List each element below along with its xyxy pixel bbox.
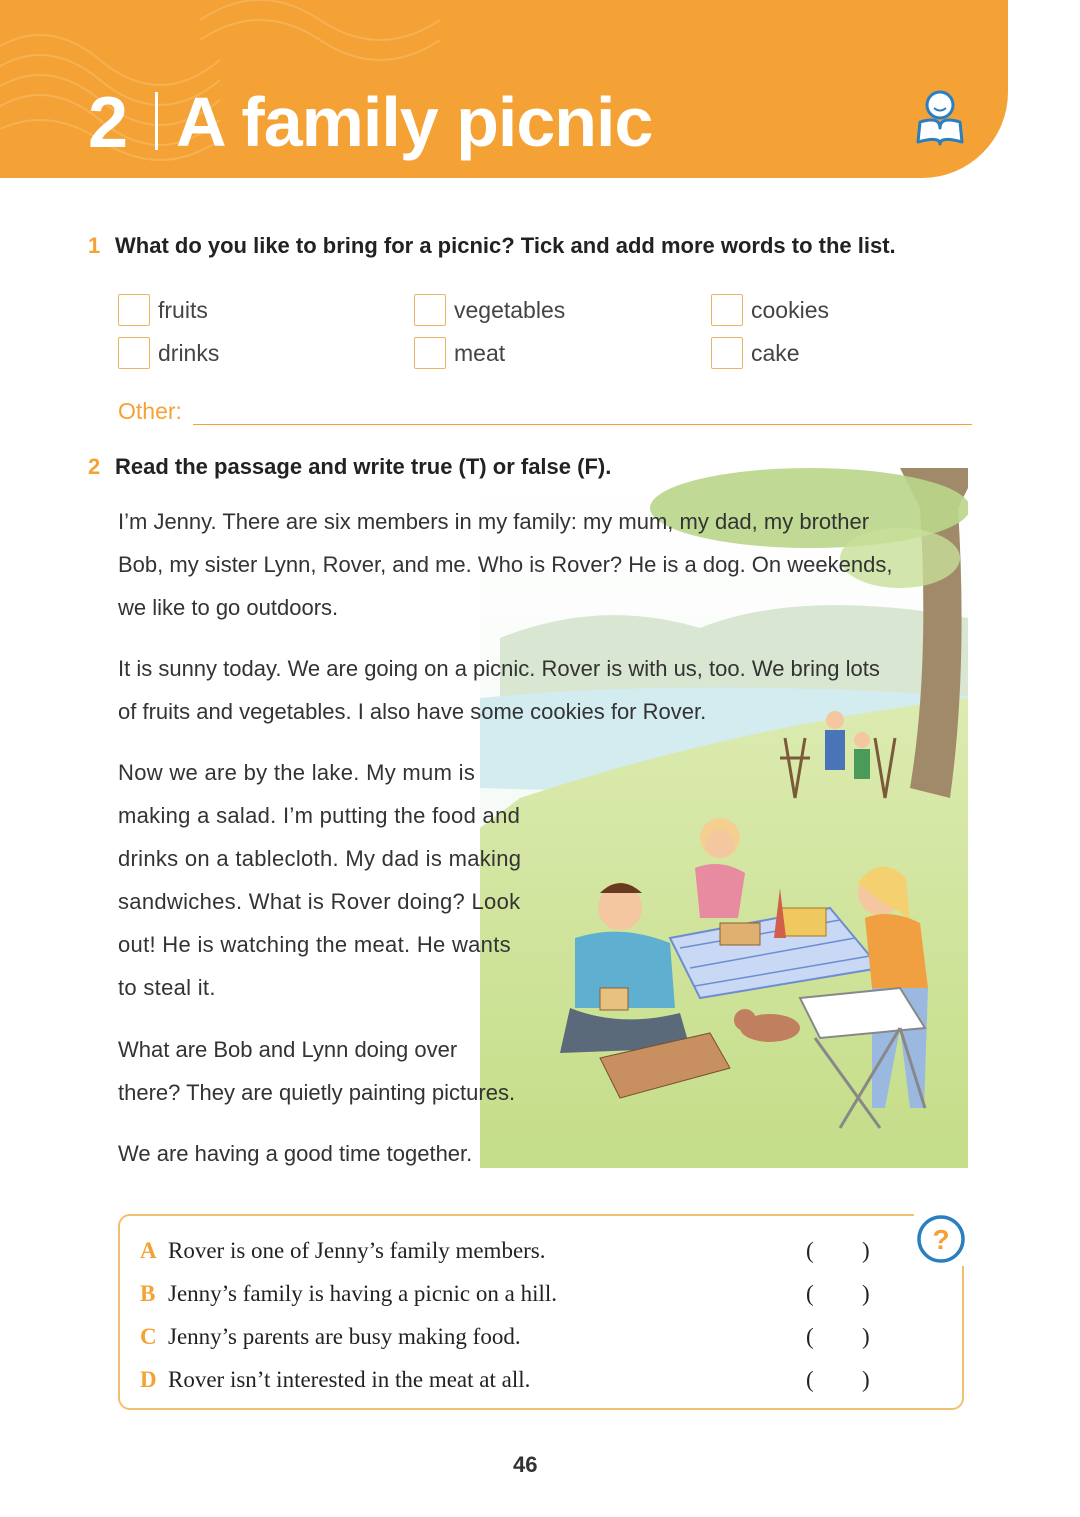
- passage-line: We are having a good time together.: [118, 1141, 473, 1166]
- true-false-box: [118, 1214, 964, 1410]
- answer-paren-open[interactable]: (: [806, 1238, 814, 1263]
- question-mark-icon: [914, 1212, 968, 1266]
- question-text: Jenny’s family is having a picnic on a hill.: [168, 1281, 558, 1306]
- passage-line: making a salad. I’m putting the food and: [118, 803, 521, 828]
- reading-icon: [912, 88, 968, 146]
- passage-line: there? They are quietly painting pictures.: [118, 1080, 516, 1105]
- tick-box[interactable]: [118, 294, 150, 326]
- passage-line: sandwiches. What is Rover doing? Look: [118, 889, 521, 914]
- passage-line: It is sunny today. We are going on a picnic. Rover is with us, too. We bring lots: [118, 656, 880, 681]
- tick-box[interactable]: [414, 294, 446, 326]
- question-b: [140, 1281, 557, 1307]
- question-a: [140, 1238, 546, 1264]
- tick-box[interactable]: [711, 337, 743, 369]
- passage-line: I’m Jenny. There are six members in my family: my mum, my dad, my brother: [118, 509, 870, 534]
- question-text: Rover isn’t interested in the meat at all.: [168, 1367, 531, 1392]
- title-divider: [155, 92, 158, 150]
- answer-paren-open[interactable]: (: [806, 1281, 814, 1306]
- section-2-number: 2: [88, 454, 101, 479]
- question-text: Rover is one of Jenny’s family members.: [168, 1238, 546, 1263]
- section-1-instruction: What do you like to bring for a picnic? Tick and add more words to the list.: [115, 233, 896, 258]
- other-write-line[interactable]: [193, 424, 972, 425]
- answer-paren-open[interactable]: (: [806, 1324, 814, 1349]
- tick-box[interactable]: [118, 337, 150, 369]
- tick-box[interactable]: [414, 337, 446, 369]
- question-d: [140, 1367, 530, 1393]
- checklist-item-vegetables[interactable]: [414, 292, 565, 328]
- question-letter: B: [140, 1281, 156, 1306]
- unit-header: [0, 0, 1008, 178]
- tick-box[interactable]: [711, 294, 743, 326]
- passage-line: we like to go outdoors.: [118, 595, 339, 620]
- answer-paren-close: ): [862, 1324, 870, 1349]
- help-icon-glyph: ?: [932, 1224, 950, 1255]
- answer-paren-close: ): [862, 1238, 870, 1263]
- passage-line: What are Bob and Lynn doing over: [118, 1037, 458, 1062]
- question-letter: A: [140, 1238, 157, 1263]
- unit-number: 2: [88, 83, 128, 163]
- answer-paren-close: ): [862, 1281, 870, 1306]
- checklist-label: fruits: [158, 296, 208, 323]
- passage-line: Now we are by the lake. My mum is: [118, 760, 476, 785]
- checklist-item-meat[interactable]: [414, 335, 505, 371]
- checklist-label: meat: [454, 339, 506, 366]
- question-text: Jenny’s parents are busy making food.: [168, 1324, 521, 1349]
- other-label: Other:: [118, 398, 182, 424]
- checklist-label: cake: [751, 339, 800, 366]
- passage-paragraph-1: [118, 500, 892, 629]
- passage-line: Bob, my sister Lynn, Rover, and me. Who is Rover? He is a dog. On weekends,: [118, 552, 893, 577]
- passage-line: out! He is watching the meat. He wants: [118, 932, 511, 957]
- page-number: 46: [513, 1452, 538, 1477]
- question-letter: D: [140, 1367, 157, 1392]
- passage-paragraph-5: [118, 1132, 472, 1175]
- passage-paragraph-3: [118, 751, 521, 1009]
- checklist-item-fruits[interactable]: [118, 292, 208, 328]
- section-2-instruction: Read the passage and write true (T) or false (F).: [115, 454, 612, 479]
- answer-paren-close: ): [862, 1367, 870, 1392]
- passage-line: of fruits and vegetables. I also have some cookies for Rover.: [118, 699, 707, 724]
- passage-paragraph-2: [118, 647, 880, 733]
- passage-line: drinks on a tablecloth. My dad is making: [118, 846, 522, 871]
- checklist-item-drinks[interactable]: [118, 335, 219, 371]
- unit-title: A family picnic: [176, 83, 653, 161]
- question-c: [140, 1324, 521, 1350]
- checklist-label: cookies: [751, 296, 829, 323]
- passage-line: to steal it.: [118, 975, 216, 1000]
- checklist-label: vegetables: [454, 296, 566, 323]
- answer-paren-open[interactable]: (: [806, 1367, 814, 1392]
- checklist-label: drinks: [158, 339, 220, 366]
- checklist-item-cookies[interactable]: [711, 292, 829, 328]
- question-letter: C: [140, 1324, 157, 1349]
- checklist-item-cake[interactable]: [711, 335, 800, 371]
- section-1-number: 1: [88, 233, 101, 258]
- passage-paragraph-4: [118, 1028, 515, 1114]
